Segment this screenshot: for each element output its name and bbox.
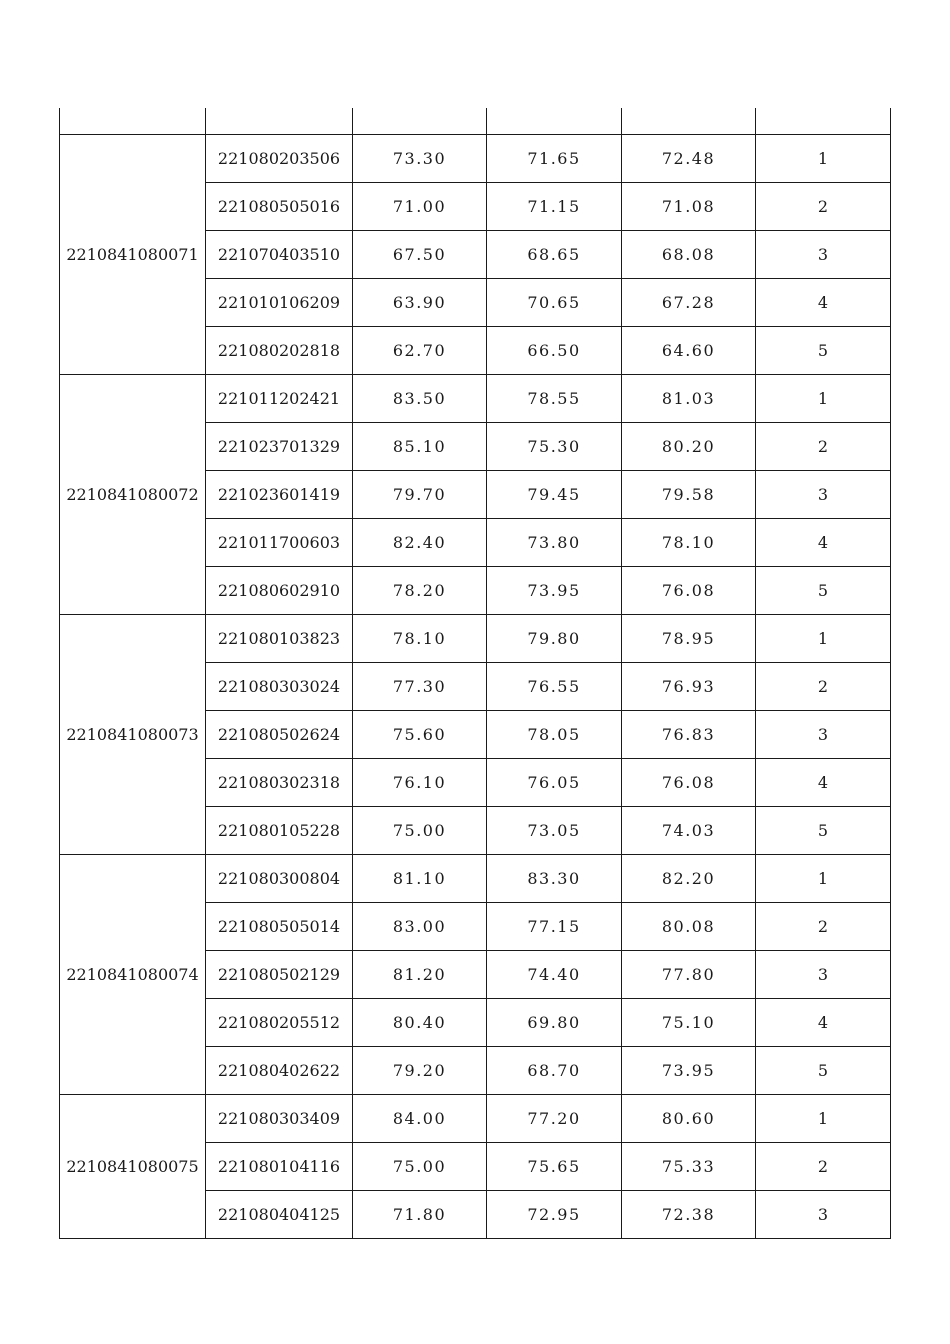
exam-id-cell: 221023601419 [206, 471, 353, 519]
written-score-cell: 85.10 [353, 423, 487, 471]
rank-cell: 3 [756, 231, 891, 279]
interview-score-cell: 72.95 [487, 1191, 622, 1239]
written-score-cell: 77.30 [353, 663, 487, 711]
total-score-cell: 81.03 [622, 375, 756, 423]
total-score-cell: 80.08 [622, 903, 756, 951]
rank-cell: 4 [756, 999, 891, 1047]
written-score-cell: 78.20 [353, 567, 487, 615]
written-score-cell: 75.60 [353, 711, 487, 759]
exam-id-cell: 221011202421 [206, 375, 353, 423]
exam-id-cell: 221080502129 [206, 951, 353, 999]
exam-id-cell: 221080303024 [206, 663, 353, 711]
position-code-cell: 2210841080075 [60, 1095, 206, 1239]
exam-id-cell: 221080300804 [206, 855, 353, 903]
stub-cell [60, 108, 206, 135]
exam-id-cell: 221070403510 [206, 231, 353, 279]
exam-id-cell: 221080202818 [206, 327, 353, 375]
table-row [60, 615, 891, 663]
total-score-cell: 74.03 [622, 807, 756, 855]
exam-id-cell: 221010106209 [206, 279, 353, 327]
interview-score-cell: 69.80 [487, 999, 622, 1047]
position-code-cell: 2210841080071 [60, 135, 206, 375]
interview-score-cell: 75.30 [487, 423, 622, 471]
rank-cell: 5 [756, 327, 891, 375]
stub-cell [353, 108, 487, 135]
written-score-cell: 81.20 [353, 951, 487, 999]
interview-score-cell: 78.05 [487, 711, 622, 759]
exam-id-cell: 221080602910 [206, 567, 353, 615]
exam-id-cell: 221080302318 [206, 759, 353, 807]
total-score-cell: 75.33 [622, 1143, 756, 1191]
interview-score-cell: 83.30 [487, 855, 622, 903]
interview-score-cell: 70.65 [487, 279, 622, 327]
rank-cell: 2 [756, 903, 891, 951]
rank-cell: 4 [756, 759, 891, 807]
exam-id-cell: 221080103823 [206, 615, 353, 663]
interview-score-cell: 79.45 [487, 471, 622, 519]
rank-cell: 1 [756, 615, 891, 663]
table-row [60, 1095, 891, 1143]
exam-id-cell: 221023701329 [206, 423, 353, 471]
table-row [60, 375, 891, 423]
interview-score-cell: 68.70 [487, 1047, 622, 1095]
interview-score-cell: 66.50 [487, 327, 622, 375]
exam-id-cell: 221080502624 [206, 711, 353, 759]
position-code-cell: 2210841080073 [60, 615, 206, 855]
written-score-cell: 83.00 [353, 903, 487, 951]
total-score-cell: 82.20 [622, 855, 756, 903]
exam-id-cell: 221080402622 [206, 1047, 353, 1095]
written-score-cell: 67.50 [353, 231, 487, 279]
rank-cell: 1 [756, 1095, 891, 1143]
rank-cell: 1 [756, 375, 891, 423]
rank-cell: 2 [756, 663, 891, 711]
rank-cell: 5 [756, 567, 891, 615]
total-score-cell: 79.58 [622, 471, 756, 519]
written-score-cell: 76.10 [353, 759, 487, 807]
total-score-cell: 78.10 [622, 519, 756, 567]
written-score-cell: 84.00 [353, 1095, 487, 1143]
total-score-cell: 76.08 [622, 759, 756, 807]
written-score-cell: 81.10 [353, 855, 487, 903]
rank-cell: 5 [756, 1047, 891, 1095]
total-score-cell: 76.08 [622, 567, 756, 615]
written-score-cell: 79.20 [353, 1047, 487, 1095]
total-score-cell: 76.93 [622, 663, 756, 711]
written-score-cell: 83.50 [353, 375, 487, 423]
table-row [60, 135, 891, 183]
interview-score-cell: 76.55 [487, 663, 622, 711]
stub-cell [206, 108, 353, 135]
written-score-cell: 63.90 [353, 279, 487, 327]
interview-score-cell: 79.80 [487, 615, 622, 663]
rank-cell: 3 [756, 471, 891, 519]
exam-id-cell: 221080505014 [206, 903, 353, 951]
total-score-cell: 76.83 [622, 711, 756, 759]
exam-id-cell: 221080303409 [206, 1095, 353, 1143]
rank-cell: 3 [756, 951, 891, 999]
interview-score-cell: 73.05 [487, 807, 622, 855]
written-score-cell: 80.40 [353, 999, 487, 1047]
total-score-cell: 68.08 [622, 231, 756, 279]
exam-id-cell: 221080205512 [206, 999, 353, 1047]
total-score-cell: 77.80 [622, 951, 756, 999]
interview-score-cell: 77.20 [487, 1095, 622, 1143]
total-score-cell: 72.48 [622, 135, 756, 183]
rank-cell: 2 [756, 423, 891, 471]
stub-cell [622, 108, 756, 135]
rank-cell: 1 [756, 855, 891, 903]
continued-row-stub [60, 108, 891, 135]
interview-score-cell: 71.65 [487, 135, 622, 183]
written-score-cell: 78.10 [353, 615, 487, 663]
stub-cell [756, 108, 891, 135]
written-score-cell: 62.70 [353, 327, 487, 375]
rank-cell: 4 [756, 519, 891, 567]
interview-score-cell: 76.05 [487, 759, 622, 807]
exam-id-cell: 221080203506 [206, 135, 353, 183]
interview-score-cell: 74.40 [487, 951, 622, 999]
table-row [60, 855, 891, 903]
total-score-cell: 78.95 [622, 615, 756, 663]
exam-id-cell: 221080104116 [206, 1143, 353, 1191]
total-score-cell: 72.38 [622, 1191, 756, 1239]
written-score-cell: 79.70 [353, 471, 487, 519]
total-score-cell: 75.10 [622, 999, 756, 1047]
position-code-cell: 2210841080072 [60, 375, 206, 615]
rank-cell: 4 [756, 279, 891, 327]
written-score-cell: 71.00 [353, 183, 487, 231]
exam-id-cell: 221080105228 [206, 807, 353, 855]
exam-id-cell: 221011700603 [206, 519, 353, 567]
interview-score-cell: 75.65 [487, 1143, 622, 1191]
interview-score-cell: 68.65 [487, 231, 622, 279]
written-score-cell: 82.40 [353, 519, 487, 567]
interview-score-cell: 73.80 [487, 519, 622, 567]
written-score-cell: 75.00 [353, 807, 487, 855]
exam-id-cell: 221080404125 [206, 1191, 353, 1239]
total-score-cell: 71.08 [622, 183, 756, 231]
rank-cell: 3 [756, 1191, 891, 1239]
exam-id-cell: 221080505016 [206, 183, 353, 231]
interview-score-cell: 73.95 [487, 567, 622, 615]
rank-cell: 1 [756, 135, 891, 183]
total-score-cell: 67.28 [622, 279, 756, 327]
interview-score-cell: 71.15 [487, 183, 622, 231]
rank-cell: 5 [756, 807, 891, 855]
score-table [59, 108, 891, 1239]
score-table-body [60, 108, 891, 1239]
written-score-cell: 73.30 [353, 135, 487, 183]
rank-cell: 2 [756, 183, 891, 231]
interview-score-cell: 78.55 [487, 375, 622, 423]
total-score-cell: 73.95 [622, 1047, 756, 1095]
rank-cell: 2 [756, 1143, 891, 1191]
rank-cell: 3 [756, 711, 891, 759]
stub-cell [487, 108, 622, 135]
total-score-cell: 80.20 [622, 423, 756, 471]
written-score-cell: 75.00 [353, 1143, 487, 1191]
written-score-cell: 71.80 [353, 1191, 487, 1239]
interview-score-cell: 77.15 [487, 903, 622, 951]
position-code-cell: 2210841080074 [60, 855, 206, 1095]
total-score-cell: 64.60 [622, 327, 756, 375]
total-score-cell: 80.60 [622, 1095, 756, 1143]
